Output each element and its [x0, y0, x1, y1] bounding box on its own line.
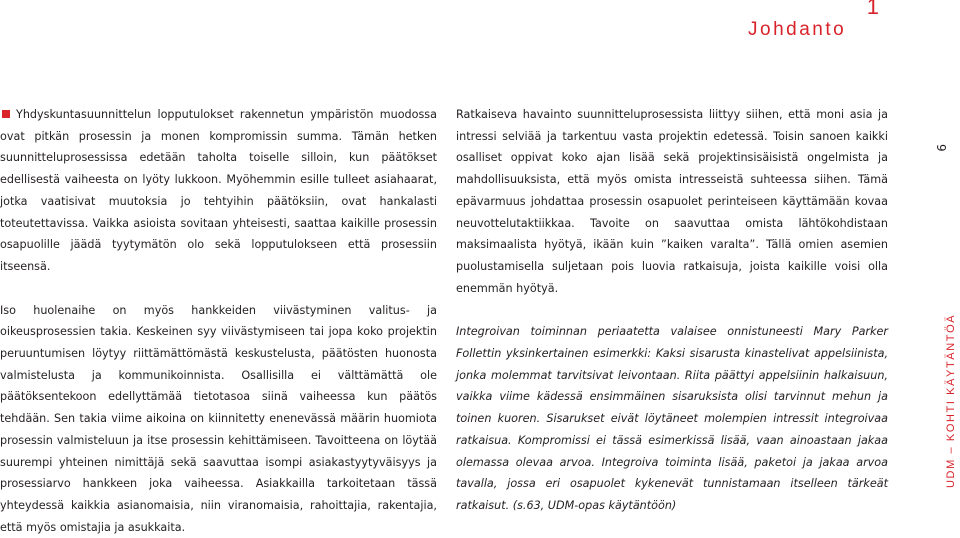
chapter-number: 1 — [866, 0, 880, 19]
page-number: 9 — [934, 144, 948, 152]
red-square-bullet-icon — [2, 110, 10, 118]
left-column — [0, 104, 437, 538]
follett-quote: Integroivan toiminnan periaatetta valaisee onnistuneesti Mary Parker Follettin yksinkertainen esimerkki: Kaksi sisarusta kinastelivat appelsiinista, jonka molemmat tarvitsivat leivontaan. Riita päättyi appelsiinin halkaisuun, vaikka viime kädessä ensimmäinen sisaruksista olisi tarvinnut mehun ja toinen kuoren. Sisarukset eivät löytäneet molempien intressit integroivaa ratkaisua. Kompromissi ei tässä esimerkissä lisää, vaan ainoastaan jakaa olemassa olevaa arvoa. Integroiva toiminta lisää, paketoi ja jakaa arvoa tavalla, jossa eri osapuolet kykenevät tunnistamaan itselleen tärkeät ratkaisut. (s.63, UDM-opas käytäntöön) — [456, 325, 888, 512]
intro-paragraph-text: Yhdyskuntasuunnittelun lopputulokset rakennetun ympäristön muodossa ovat pitkän prosessin ja monen kompromissin summa. Tämän hetken suunnitteluprosessissa edetään taholta toiselle silloin, kun päätökset edellisestä vaiheesta on lyöty lukkoon. Myöhemmin esille tulleet asiahaarat, jotka vaatisivat muutoksia jo tehtyihin päätöksiin, ovat hankalasti toteutettavissa. Vaikka asioista sovitaan yhteisesti, saattaa kaikille prosessin osapuolille jäädä tyytymätön olo sekä lopputulokseen että prosessiin itseensä. — [0, 108, 437, 273]
right-column — [456, 104, 888, 517]
intro-paragraph — [0, 104, 437, 278]
observation-paragraph: Ratkaiseva havainto suunnitteluprosessista liittyy siihen, että moni asia ja intressi selviää ja tarkentuu vasta projektin edetessä. Toisin sanoen kaikki osalliset oppivat koko ajan lisää sekä projektinsisäisistä ongelmista ja mahdollisuuksista, että myös omista intresseistä suhteessa siihen. Tämä epävarmuus johdattaa prosessin osapuolet perinteiseen käyttämään kovaa neuvottelutaktiikkaa. Tavoite on saavuttaa omista lähtökohdistaan maksimaalista hyötyä, ikään kuin ”kaiken varalta”. Tällä omien asemien puolustamisella suljetaan pois luovia ratkaisuja, joista kaikille voisi olla enemmän hyötyä. — [456, 108, 888, 295]
running-title: UDM – KOHTI KÄYTÄNTÖÄ — [945, 313, 957, 488]
chapter-title: Johdanto — [748, 19, 847, 40]
delay-paragraph: Iso huolenaihe on myös hankkeiden viivästyminen valitus- ja oikeusprosessien takia. Keskeinen syy viivästymiseen tai jopa koko projektin peruuntumisen löytyy riittämättömästä keskustelusta, päätösten huonosta valmistelusta ja kommunikoinnista. Osallisilla ei välttämättä ole päätöksentekoon edellyttämää tietotasoa siinä vaiheessa kun päätös tehdään. Sen takia viime aikoina on kiinnitetty enenevässä määrin huomiota prosessin valmisteluun ja itse prosessin kehittämiseen. Tavoitteena on löytää suurempi yhteinen nimittäjä sekä saavuttaa isompi asiakastyytyväisyys ja prosessiarvo hankkeen joka vaiheessa. Asiakkailla tarkoitetaan tässä yhteydessä kaikkia asianomaisia, niin viranomaisia, rahoittajia, rakentajia, että myös omistajia ja asukkaita. — [0, 303, 437, 534]
